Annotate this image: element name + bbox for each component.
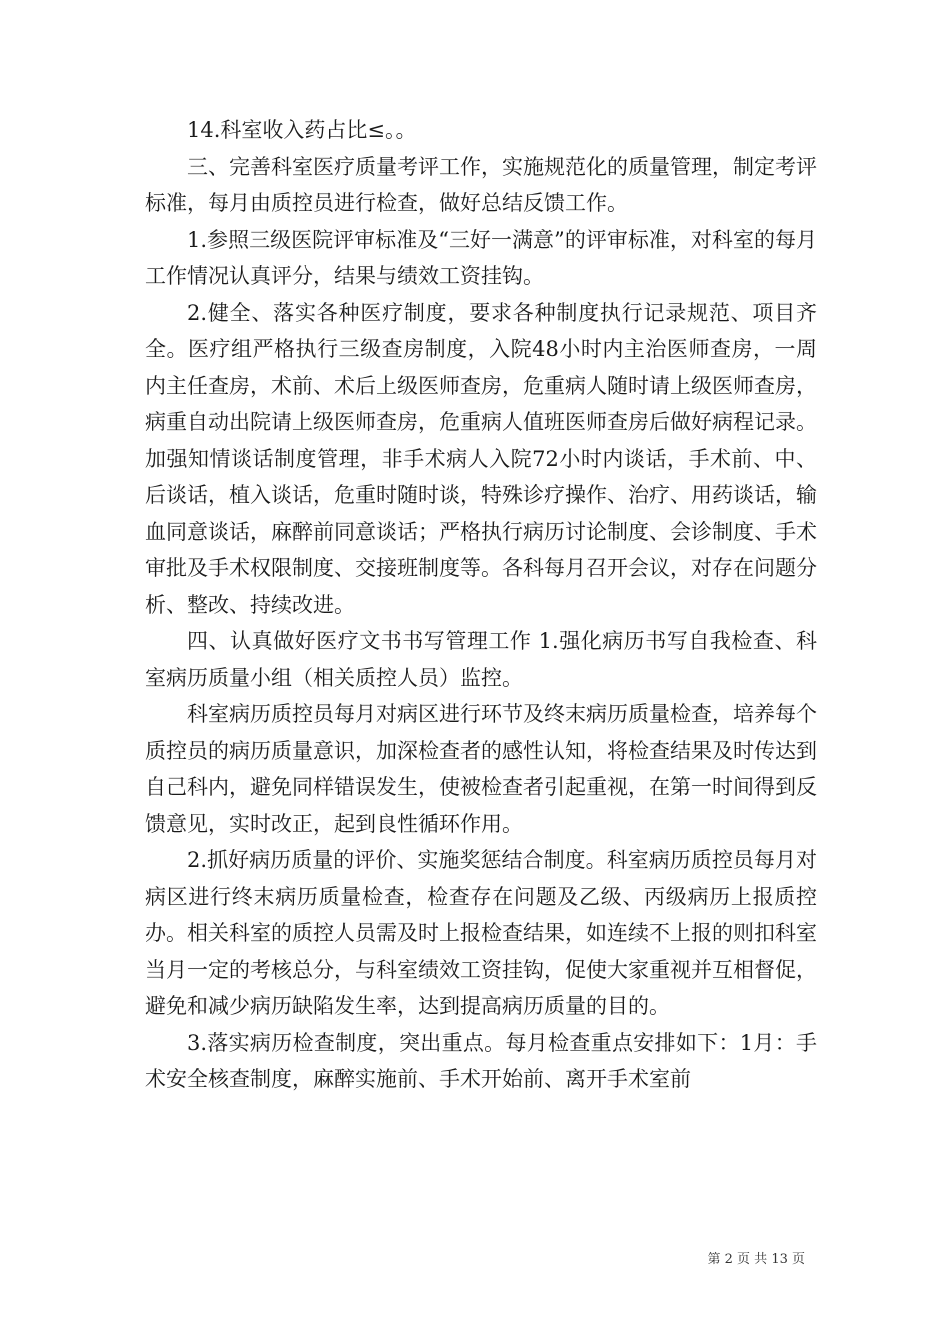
paragraph-quality-control: 科室病历质控员每月对病区进行环节及终末病历质量检查，培养每个质控员的病历质量意识，加深检查者的感性认知，将检查结果及时传达到自己科内，避免同样错误发生，使被检查者引起重视，在第一时间得到反馈意见，实时改正，起到良性循环作用。 [145,702,817,836]
document-body [145,112,817,1098]
paragraph-item-2: 2.健全、落实各种医疗制度，要求各种制度执行记录规范、项目齐全。医疗组严格执行三级查房制度，入院48小时内主治医师查房，一周内主任查房，术前、术后上级医师查房，危重病人随时请上级医师查房，病重自动出院请上级医师查房，危重病人值班医师查房后做好病程记录。加强知情谈话制度管理，非手术病人入院72小时内谈话，手术前、中、后谈话，植入谈话，危重时随时谈，特殊诊疗操作、治疗、用药谈话，输血同意谈话，麻醉前同意谈话；严格执行病历讨论制度、会诊制度、手术审批及手术权限制度、交接班制度等。各科每月召开会议，对存在问题分析、整改、持续改进。 [145,300,817,617]
section-three-heading: 三、完善科室医疗质量考评工作，实施规范化的质量管理，制定考评标准，每月由质控员进行检查，做好总结反馈工作。 [145,154,817,215]
paragraph-item-1: 1.参照三级医院评审标准及“三好一满意”的评审标准，对科室的每月工作情况认真评分，结果与绩效工资挂钩。 [145,227,817,288]
section-four-heading: 四、认真做好医疗文书书写管理工作 1.强化病历书写自我检查、科室病历质量小组（相关质控人员）监控。 [145,629,817,690]
page-number: 第 2 页 共 13 页 [707,1252,805,1267]
paragraph-item-3: 3.落实病历检查制度，突出重点。每月检查重点安排如下：1月：手术安全核查制度，麻醉实施前、手术开始前、离开手术室前 [145,1030,817,1091]
paragraph-item-14: 14.科室收入药占比≤。。 [187,118,417,142]
paragraph-item-2b: 2.抓好病历质量的评价、实施奖惩结合制度。科室病历质控员每月对病区进行终末病历质量检查，检查存在问题及乙级、丙级病历上报质控办。相关科室的质控人员需及时上报检查结果，如连续不上报的则扣科室当月一定的考核总分，与科室绩效工资挂钩，促使大家重视并互相督促，避免和减少病历缺陷发生率，达到提高病历质量的目的。 [145,848,817,1018]
